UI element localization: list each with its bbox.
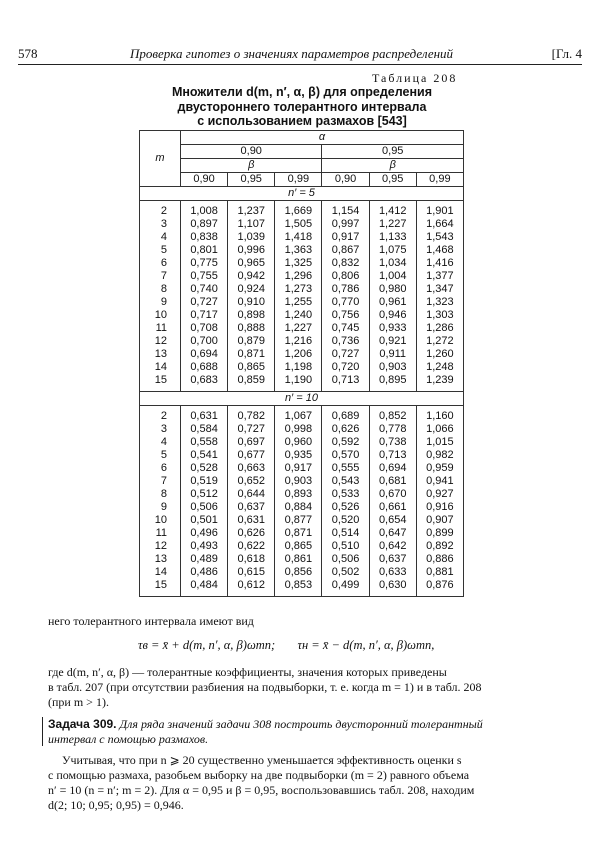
table-cell: 1,039 <box>237 231 265 243</box>
table-cell: 0,801 <box>190 244 218 256</box>
table-cell: 0,681 <box>378 475 407 487</box>
table-cell: 6 <box>160 462 167 474</box>
table-cell: 2 <box>160 410 167 422</box>
table-cell: 0,782 <box>237 410 265 422</box>
table-cell: 1,075 <box>378 244 407 256</box>
table-cell: 0,888 <box>237 322 265 334</box>
table-cell: 1,664 <box>426 218 454 230</box>
table-cell: 0,644 <box>237 488 265 500</box>
solution-line-4: d(2; 10; 0,95; 0,95) = 0,946. <box>48 798 184 812</box>
table-caption-line-2: двустороннего толерантного интервала <box>177 100 427 114</box>
table-cell: 0,924 <box>237 283 265 295</box>
table-cell: 1,325 <box>284 257 313 269</box>
table-cell: 0,519 <box>190 475 218 487</box>
table-cell: 0,960 <box>284 436 313 448</box>
table-cell: 0,510 <box>331 540 360 552</box>
value-column <box>322 201 369 392</box>
table-cell: 1,160 <box>426 410 454 422</box>
formula-lower: τн = x̄ − d(m, n′, α, β)ωmn, <box>297 638 435 652</box>
value-column <box>228 201 275 392</box>
table-cell: 0,996 <box>237 244 265 256</box>
table-cell: 0,959 <box>426 462 454 474</box>
table-cell: 3 <box>160 423 167 435</box>
table-cell: 0,713 <box>378 449 407 461</box>
table-cell: 6 <box>160 257 167 269</box>
solution-line-1: Учитывая, что при n ⩾ 20 существенно уменьшается эффективность оценки s <box>62 753 462 767</box>
table-cell: 0,736 <box>331 335 360 347</box>
table-cell: 0,506 <box>331 553 360 565</box>
table-cell: 3 <box>160 218 167 230</box>
table-cell: 0,871 <box>284 527 313 539</box>
table-cell: 0,637 <box>237 501 265 513</box>
table-cell: 0,756 <box>331 309 360 321</box>
table-cell: 1,323 <box>426 296 454 308</box>
table-cell: 0,877 <box>284 514 313 526</box>
table-cell: 0,570 <box>331 449 360 461</box>
table-cell: 0,997 <box>331 218 360 230</box>
table-cell: 0,786 <box>331 283 360 295</box>
table-cell: 0,501 <box>190 514 218 526</box>
table-cell: 0,727 <box>237 423 265 435</box>
value-column <box>181 406 228 597</box>
beta-value: 0,90 <box>181 173 228 187</box>
table-cell: 0,694 <box>190 348 218 360</box>
table-cell: 0,496 <box>190 527 218 539</box>
table-cell: 0,886 <box>426 553 454 565</box>
where-line-3: (при m > 1). <box>48 695 109 709</box>
table-cell: 0,778 <box>378 423 407 435</box>
table-cell: 1,272 <box>426 335 454 347</box>
table-cell: 0,910 <box>237 296 265 308</box>
table-cell: 0,745 <box>331 322 360 334</box>
task-text-line-2: интервал с помощью размахов. <box>48 732 209 746</box>
table-cell: 0,865 <box>237 361 265 373</box>
table-cell: 1,468 <box>426 244 454 256</box>
table-caption-line-3: с использованием размахов [543] <box>197 114 407 128</box>
table-cell: 0,520 <box>331 514 360 526</box>
table-cell: 1,303 <box>426 309 454 321</box>
table-cell: 0,859 <box>237 374 265 386</box>
table-cell: 0,694 <box>378 462 407 474</box>
value-column <box>181 201 228 392</box>
table-cell: 0,903 <box>378 361 407 373</box>
table-cell: 0,618 <box>237 553 265 565</box>
table-label: Таблица 208 <box>372 71 458 85</box>
table-cell: 0,861 <box>284 553 313 565</box>
table-cell: 14 <box>154 361 167 373</box>
table-cell: 0,626 <box>237 527 265 539</box>
table-cell: 0,584 <box>190 423 218 435</box>
table-cell: 13 <box>154 553 167 565</box>
table-cell: 7 <box>160 270 167 282</box>
table-cell: 0,717 <box>190 309 218 321</box>
table-cell: 0,917 <box>284 462 313 474</box>
tolerance-formula <box>138 638 434 653</box>
table-cell: 0,622 <box>237 540 265 552</box>
table-cell: 0,697 <box>237 436 265 448</box>
section-1-body <box>140 201 464 392</box>
table-cell: 1,107 <box>237 218 265 230</box>
value-column <box>275 201 322 392</box>
table-caption-line-1: Множители d(m, n′, α, β) для определения <box>171 85 433 99</box>
beta-value: 0,90 <box>322 173 369 187</box>
table-cell: 0,670 <box>378 488 407 500</box>
table-cell: 0,775 <box>190 257 218 269</box>
table-cell: 1,412 <box>378 205 407 217</box>
table-cell: 1,237 <box>237 205 265 217</box>
table-cell: 0,512 <box>190 488 218 500</box>
table-cell: 1,067 <box>284 410 313 422</box>
table-cell: 0,661 <box>378 501 407 513</box>
table-cell: 14 <box>154 566 167 578</box>
table-cell: 0,893 <box>284 488 313 500</box>
section-2-body <box>140 406 464 597</box>
alpha-value-2: 0,95 <box>322 145 464 159</box>
table-cell: 0,631 <box>190 410 218 422</box>
table-cell: 0,689 <box>331 410 360 422</box>
table-cell: 8 <box>160 283 167 295</box>
table-cell: 0,856 <box>284 566 313 578</box>
table-cell: 1,505 <box>284 218 313 230</box>
table-cell: 0,911 <box>379 348 407 360</box>
beta-value: 0,99 <box>275 173 322 187</box>
m-column <box>140 201 181 392</box>
value-column <box>322 406 369 597</box>
table-cell: 0,647 <box>378 527 407 539</box>
table-cell: 1,066 <box>426 423 454 435</box>
table-cell: 1,216 <box>284 335 313 347</box>
task-text-line-1: Для ряда значений задачи 308 построить двусторонний толерантный <box>119 717 483 731</box>
running-title: Проверка гипотез о значениях параметров распределений <box>130 46 454 61</box>
table-cell: 10 <box>154 514 167 526</box>
table-cell: 0,881 <box>426 566 454 578</box>
table-cell: 0,502 <box>331 566 360 578</box>
table-cell: 1,260 <box>426 348 454 360</box>
table-cell: 0,965 <box>237 257 265 269</box>
table-cell: 7 <box>160 475 167 487</box>
table-cell: 0,677 <box>237 449 265 461</box>
table-cell: 1,255 <box>284 296 313 308</box>
table-cell: 1,543 <box>426 231 454 243</box>
value-column <box>416 201 463 392</box>
table-cell: 1,669 <box>284 205 313 217</box>
table-cell: 0,592 <box>331 436 360 448</box>
beta-header-1: β <box>181 159 322 173</box>
table-cell: 0,852 <box>378 410 407 422</box>
table-cell: 0,832 <box>331 257 360 269</box>
table-cell: 1,190 <box>284 374 313 386</box>
table-cell: 0,631 <box>237 514 265 526</box>
table-cell: 0,630 <box>378 579 407 591</box>
table-cell: 0,543 <box>331 475 360 487</box>
table-cell: 0,770 <box>331 296 360 308</box>
table-cell: 0,688 <box>190 361 218 373</box>
table-cell: 5 <box>160 449 167 461</box>
table-cell: 0,838 <box>190 231 218 243</box>
section-label-n5: n′ = 5 <box>140 187 464 201</box>
table-cell: 0,755 <box>190 270 218 282</box>
table-cell: 0,892 <box>426 540 454 552</box>
table-cell: 8 <box>160 488 167 500</box>
table-cell: 0,879 <box>237 335 265 347</box>
table-cell: 0,917 <box>331 231 360 243</box>
table-cell: 0,708 <box>190 322 218 334</box>
table-cell: 9 <box>160 501 167 513</box>
table-cell: 0,612 <box>237 579 265 591</box>
beta-value: 0,99 <box>416 173 463 187</box>
table-cell: 0,867 <box>331 244 360 256</box>
table-cell: 1,227 <box>378 218 407 230</box>
table-cell: 1,377 <box>426 270 454 282</box>
table-cell: 1,248 <box>426 361 454 373</box>
table-cell: 0,541 <box>190 449 218 461</box>
task-statement <box>48 717 568 747</box>
table-cell: 0,740 <box>190 283 218 295</box>
table-cell: 1,239 <box>426 374 454 386</box>
table-cell: 0,941 <box>426 475 454 487</box>
header-rule <box>18 64 582 65</box>
chapter-marker: [Гл. 4 <box>551 46 582 61</box>
section-label-n10: n′ = 10 <box>140 392 464 406</box>
table-cell: 0,907 <box>426 514 454 526</box>
table-cell: 0,633 <box>378 566 407 578</box>
value-column <box>369 406 416 597</box>
beta-header-2: β <box>322 159 464 173</box>
table-cell: 1,286 <box>426 322 454 334</box>
table-cell: 0,982 <box>426 449 454 461</box>
table-cell: 0,727 <box>190 296 218 308</box>
table-cell: 0,738 <box>378 436 407 448</box>
table-cell: 0,528 <box>190 462 218 474</box>
table-cell: 0,683 <box>190 374 218 386</box>
table-cell: 0,980 <box>378 283 407 295</box>
where-line-2: в табл. 207 (при отсутствии разбиения на подвыборки, т. е. когда m = 1) и в табл. 208 <box>48 680 482 694</box>
where-line-1: где d(m, n′, α, β) — толерантные коэффициенты, значения которых приведены <box>48 665 447 679</box>
table-cell: 0,506 <box>190 501 218 513</box>
table-cell: 0,486 <box>190 566 218 578</box>
table-cell: 0,961 <box>378 296 407 308</box>
beta-value: 0,95 <box>369 173 416 187</box>
table-cell: 1,004 <box>378 270 407 282</box>
value-column <box>275 406 322 597</box>
table-cell: 0,871 <box>237 348 265 360</box>
table-cell: 12 <box>154 540 167 552</box>
table-cell: 0,663 <box>237 462 265 474</box>
intro-text: него толерантного интервала имеют вид <box>48 614 254 628</box>
value-column <box>228 406 275 597</box>
table-cell: 0,876 <box>426 579 454 591</box>
table-cell: 1,206 <box>284 348 313 360</box>
table-cell: 0,652 <box>237 475 265 487</box>
table-cell: 0,806 <box>331 270 360 282</box>
table-cell: 10 <box>154 309 167 321</box>
formula-upper: τв = x̄ + d(m, n′, α, β)ωmn; <box>138 638 276 652</box>
table-cell: 1,416 <box>426 257 454 269</box>
table-cell: 1,901 <box>426 205 454 217</box>
table-cell: 1,015 <box>426 436 454 448</box>
table-cell: 0,489 <box>190 553 218 565</box>
table-cell: 0,526 <box>331 501 360 513</box>
table-cell: 0,720 <box>331 361 360 373</box>
table-cell: 1,363 <box>284 244 313 256</box>
task-label: Задача 309. <box>48 717 117 731</box>
table-cell: 15 <box>154 579 167 591</box>
table-cell: 0,897 <box>190 218 218 230</box>
table-cell: 0,713 <box>331 374 360 386</box>
table-cell: 0,903 <box>284 475 313 487</box>
table-cell: 0,493 <box>190 540 218 552</box>
table-cell: 12 <box>154 335 167 347</box>
table-cell: 11 <box>155 322 167 334</box>
value-column <box>416 406 463 597</box>
table-cell: 13 <box>154 348 167 360</box>
alpha-value-1: 0,90 <box>181 145 322 159</box>
table-cell: 0,727 <box>331 348 360 360</box>
table-cell: 0,921 <box>378 335 407 347</box>
table-cell: 0,637 <box>378 553 407 565</box>
table-cell: 0,935 <box>284 449 313 461</box>
table-cell: 11 <box>155 527 167 539</box>
table-cell: 1,273 <box>284 283 313 295</box>
m-header: m <box>140 131 181 187</box>
table-cell: 0,499 <box>331 579 360 591</box>
table-cell: 1,240 <box>284 309 313 321</box>
table-cell: 0,642 <box>378 540 407 552</box>
table-cell: 1,296 <box>284 270 313 282</box>
table-cell: 9 <box>160 296 167 308</box>
table-cell: 0,884 <box>284 501 313 513</box>
table-cell: 1,154 <box>331 205 360 217</box>
table-cell: 0,899 <box>426 527 454 539</box>
table-cell: 1,227 <box>284 322 313 334</box>
table-cell: 0,555 <box>331 462 360 474</box>
table-cell: 0,615 <box>237 566 265 578</box>
page-number: 578 <box>18 46 38 61</box>
table-cell: 5 <box>160 244 167 256</box>
table-cell: 1,133 <box>378 231 407 243</box>
table-cell: 0,484 <box>190 579 218 591</box>
table-cell: 2 <box>160 205 167 217</box>
multipliers-table <box>139 130 464 597</box>
table-cell: 0,533 <box>331 488 360 500</box>
table-cell: 0,865 <box>284 540 313 552</box>
solution-line-2: с помощью размаха, разобьем выборку на две подвыборки (m = 2) равного объема <box>48 768 470 782</box>
table-cell: 0,927 <box>426 488 454 500</box>
solution-line-3: n′ = 10 (n = n′; m = 2). Для α = 0,95 и β = 0,95, воспользовавшись табл. 208, находим <box>48 783 475 797</box>
table-cell: 1,198 <box>284 361 313 373</box>
table-cell: 15 <box>154 374 167 386</box>
table-cell: 1,347 <box>426 283 454 295</box>
table-cell: 0,916 <box>426 501 454 513</box>
table-cell: 0,626 <box>331 423 360 435</box>
running-head <box>18 46 582 64</box>
m-column <box>140 406 181 597</box>
table-cell: 0,514 <box>331 527 360 539</box>
table-cell: 0,942 <box>237 270 265 282</box>
value-column <box>369 201 416 392</box>
table-cell: 1,034 <box>378 257 407 269</box>
table-cell: 0,933 <box>378 322 407 334</box>
table-cell: 0,946 <box>378 309 407 321</box>
table-cell: 4 <box>160 436 167 448</box>
alpha-header: α <box>181 131 464 145</box>
table-cell: 4 <box>160 231 167 243</box>
table-cell: 0,898 <box>237 309 265 321</box>
table-cell: 1,418 <box>284 231 313 243</box>
table-cell: 1,008 <box>190 205 218 217</box>
beta-value: 0,95 <box>228 173 275 187</box>
table-cell: 0,998 <box>284 423 313 435</box>
task-marker-bar <box>42 717 43 746</box>
table-cell: 0,895 <box>378 374 407 386</box>
table-cell: 0,654 <box>378 514 407 526</box>
table-cell: 0,700 <box>190 335 218 347</box>
table-cell: 0,558 <box>190 436 218 448</box>
table-cell: 0,853 <box>284 579 313 591</box>
